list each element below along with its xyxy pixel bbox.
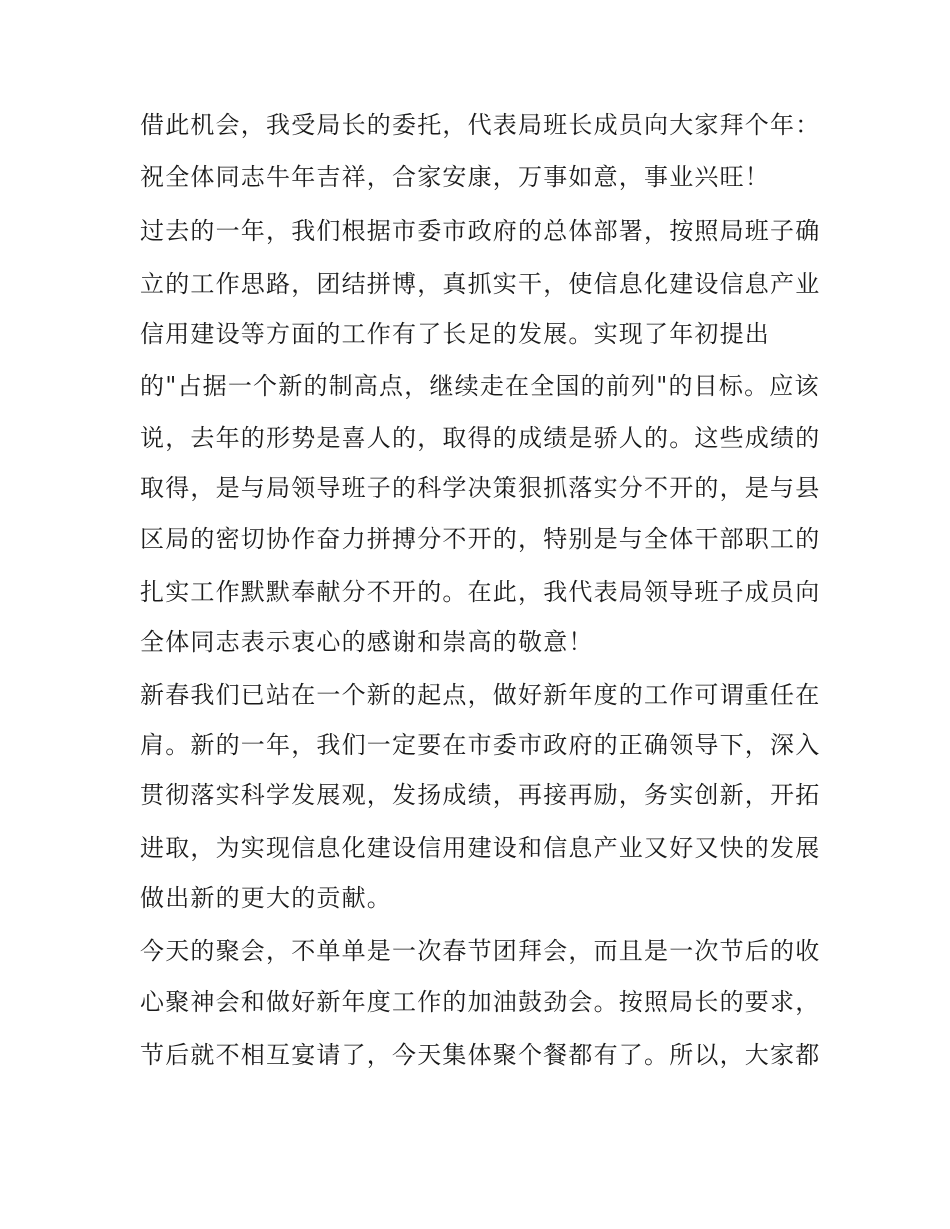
text-line: 区局的密切协作奋力拼搏分不开的，特别是与全体干部职工的 bbox=[140, 525, 821, 553]
text-line: 的"占据一个新的制高点，继续走在全国的前列"的目标。应该 bbox=[140, 372, 820, 400]
text-line: 立的工作思路，团结拼博，真抓实干，使信息化建设信息产业 bbox=[140, 270, 821, 298]
text-line: 取得，是与局领导班子的科学决策狠抓落实分不开的，是与县 bbox=[140, 474, 821, 502]
text-line: 心聚神会和做好新年度工作的加油鼓劲会。按照局长的要求， bbox=[140, 988, 821, 1016]
text-line: 全体同志表示衷心的感谢和崇高的敬意！ bbox=[140, 628, 594, 656]
text-line: 肩。新的一年，我们一定要在市委市政府的正确领导下，深入 bbox=[140, 731, 821, 759]
text-line: 信用建设等方面的工作有了长足的发展。实现了年初提出 bbox=[140, 320, 770, 348]
text-line: 进取，为实现信息化建设信用建设和信息产业又好又快的发展 bbox=[140, 834, 821, 862]
text-line: 借此机会，我受局长的委托，代表局班长成员向大家拜个年： bbox=[140, 111, 821, 139]
text-line: 今天的聚会，不单单是一次春节团拜会，而且是一次节后的收 bbox=[140, 937, 821, 965]
text-line: 贯彻落实科学发展观，发扬成绩，再接再励，务实创新，开拓 bbox=[140, 781, 821, 809]
text-line: 祝全体同志牛年吉祥，合家安康，万事如意，事业兴旺！ bbox=[140, 163, 770, 191]
text-line: 扎实工作默默奉献分不开的。在此，我代表局领导班子成员向 bbox=[140, 578, 821, 606]
text-line: 节后就不相互宴请了，今天集体聚个餐都有了。所以，大家都 bbox=[140, 1041, 821, 1069]
text-line: 说，去年的形势是喜人的，取得的成绩是骄人的。这些成绩的 bbox=[140, 424, 821, 452]
text-line: 新春我们已站在一个新的起点，做好新年度的工作可谓重任在 bbox=[140, 681, 821, 709]
text-line: 过去的一年，我们根据市委市政府的总体部署，按照局班子确 bbox=[140, 217, 821, 245]
text-line: 做出新的更大的贡献。 bbox=[140, 884, 392, 912]
